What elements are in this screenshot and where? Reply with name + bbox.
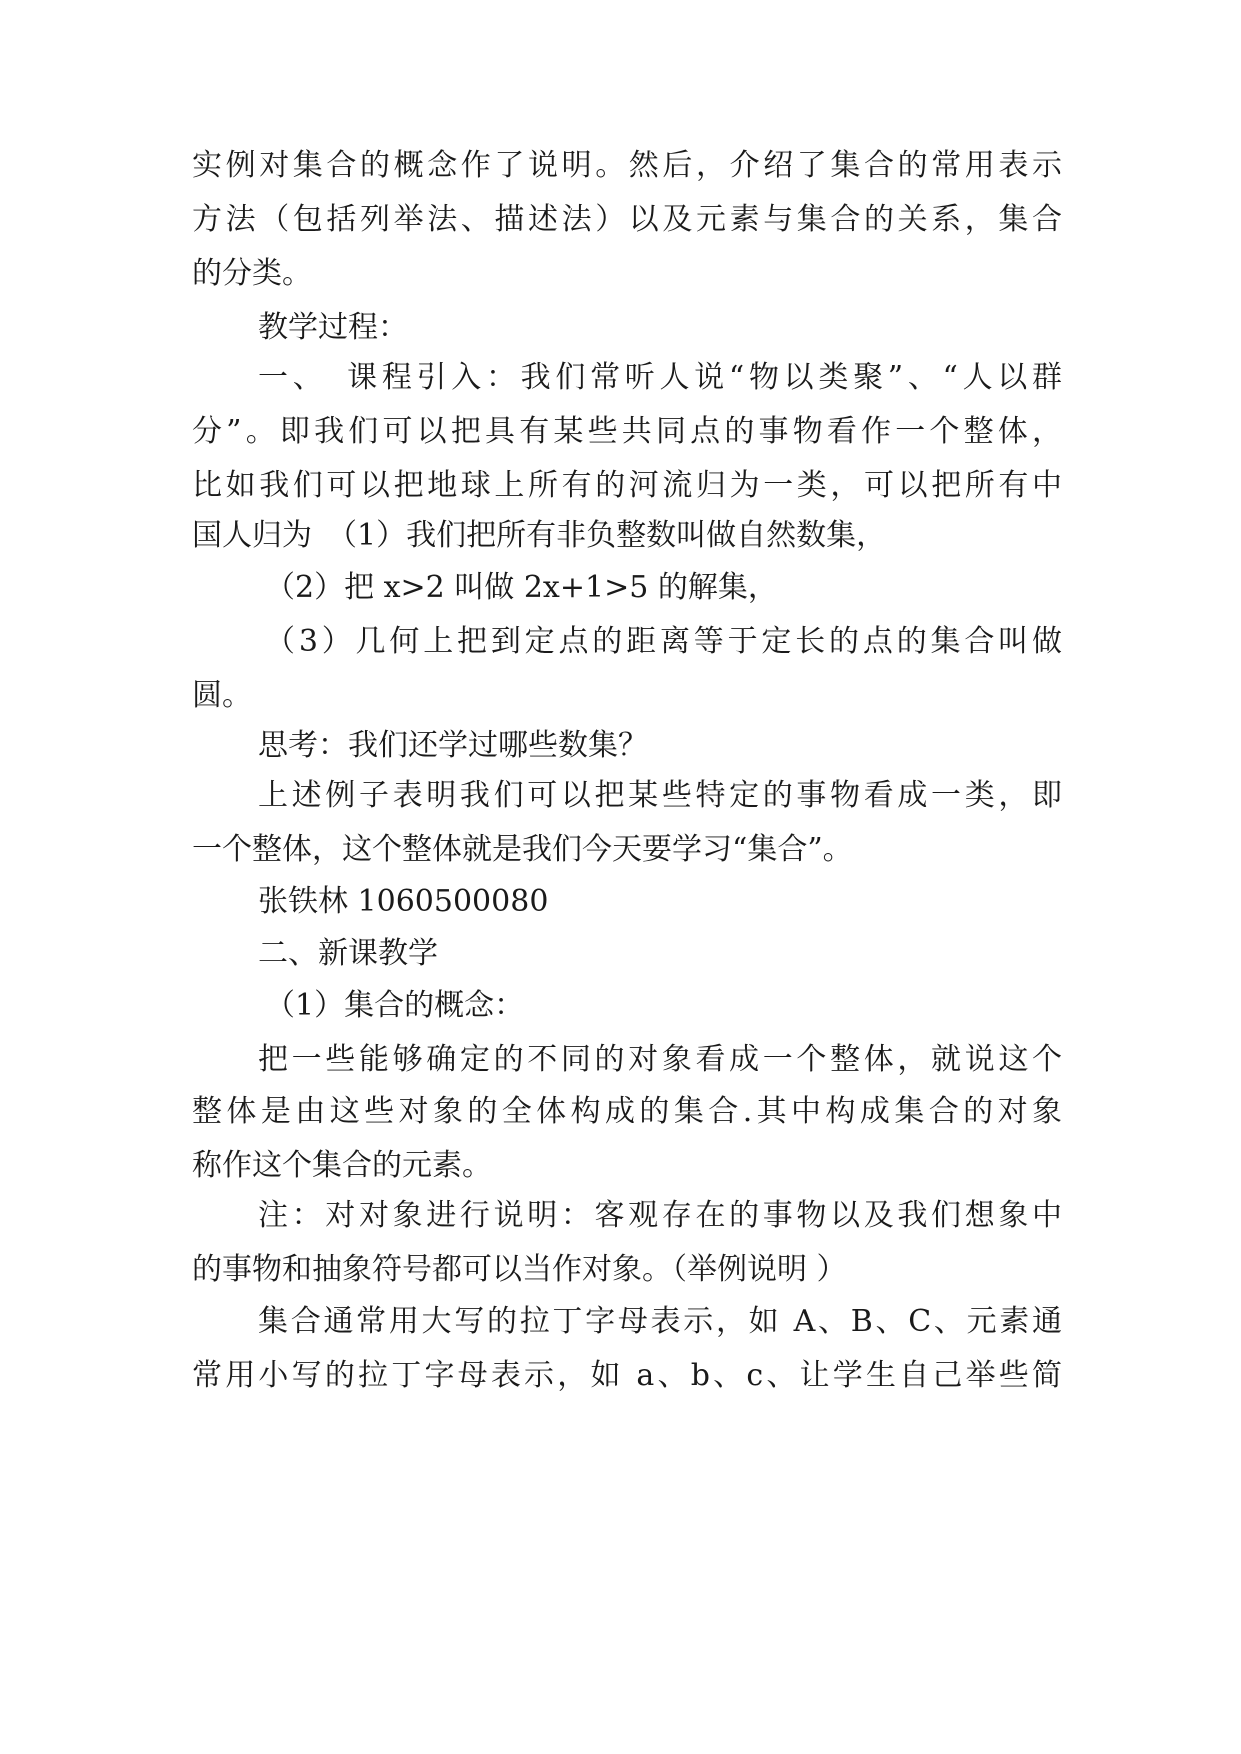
paragraph-line: 思考：我们还学过哪些数集？ [258,728,648,763]
author-line: 张铁林 1060500080 [258,884,549,919]
paragraph-line: 的分类。 [192,256,312,291]
paragraph-line: 实例对集合的概念作了说明。然后，介绍了集合的常用表示 [192,148,1062,183]
subsection-heading: （1）集合的概念： [265,988,525,1023]
paragraph-line: 注：对对象进行说明：客观存在的事物以及我们想象中 [258,1198,1062,1233]
paragraph-line: 方法（包括列举法、描述法）以及元素与集合的关系，集合 [192,202,1062,237]
paragraph-line: 称作这个集合的元素。 [192,1148,492,1183]
paragraph-line: 的事物和抽象符号都可以当作对象。（举例说明 ） [192,1252,847,1287]
paragraph-line: 整体是由这些对象的全体构成的集合.其中构成集合的对象 [192,1094,1062,1129]
paragraph-line: 集合通常用大写的拉丁字母表示，如 A、B、C、元素通 [258,1304,1062,1339]
paragraph-line: 一个整体，这个整体就是我们今天要学习“集合”。 [192,832,853,867]
paragraph-line: 圆。 [192,678,252,713]
paragraph-line: 国人归为 （1）我们把所有非负整数叫做自然数集， [192,518,887,553]
section-heading: 二、新课教学 [258,936,438,971]
paragraph-line: （2）把 x>2 叫做 2x+1>5 的解集， [265,570,778,605]
paragraph-line: 把一些能够确定的不同的对象看成一个整体，就说这个 [258,1042,1062,1077]
paragraph-line: 常用小写的拉丁字母表示，如 a、b、c、让学生自己举些简 [192,1358,1062,1393]
paragraph-line: 一、 课程引入：我们常听人说“物以类聚”、“人以群 [258,360,1062,395]
paragraph-line: 比如我们可以把地球上所有的河流归为一类，可以把所有中 [192,468,1062,503]
section-heading: 教学过程： [258,310,408,345]
paragraph-line: 分”。即我们可以把具有某些共同点的事物看作一个整体， [192,414,1062,449]
paragraph-line: （3）几何上把到定点的距离等于定长的点的集合叫做 [265,624,1062,659]
paragraph-line: 上述例子表明我们可以把某些特定的事物看成一类，即 [258,778,1062,813]
